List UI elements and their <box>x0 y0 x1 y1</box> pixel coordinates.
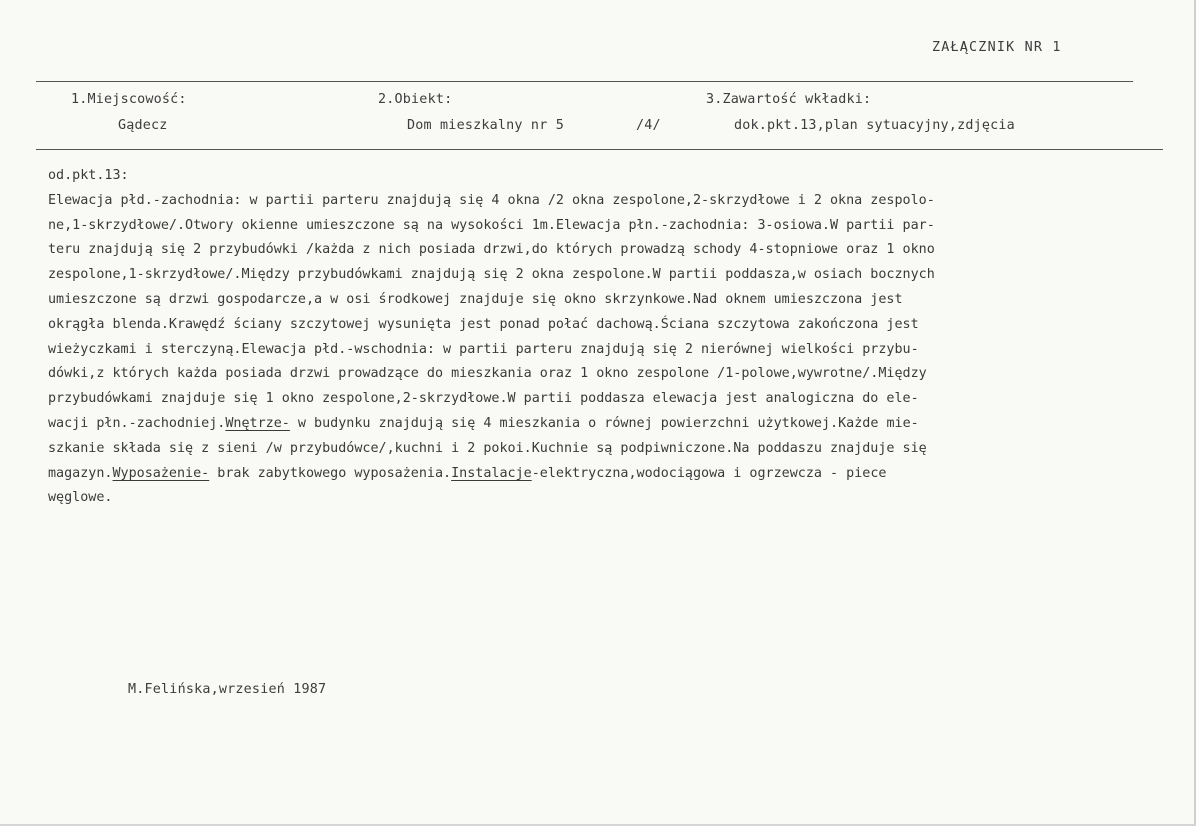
equipment-heading: Wyposażenie- <box>112 465 210 481</box>
text-line: teru znajdują się 2 przybudówki /każda z nich posiada drzwi,do których prowadzą schody 4-stopniowe oraz 1 okno <box>48 242 935 258</box>
top-rule <box>36 81 1133 82</box>
text-fragment: wacji płn.-zachodniej. <box>48 415 226 431</box>
signature: M.Felińska,wrzesień 1987 <box>128 682 327 697</box>
text-line: zespolone,1-skrzydłowe/.Między przybudówkami znajdują się 2 okna zespolone.W partii poddasza,w osiach bocznych <box>48 267 935 283</box>
text-line: wieżyczkami i sterczyną.Elewacja płd.-wschodnia: w partii parteru znajdują się 2 nierównej wielkości przybu- <box>48 341 919 357</box>
text-fragment: -elektryczna,wodociągowa i ogrzewcza - piece <box>531 465 887 481</box>
text-line: umieszczone są drzwi gospodarcze,a w osi środkowej znajduje się okno skrzynkowe.Nad oknem umieszczona jest <box>48 291 903 307</box>
interior-heading: Wnętrze- <box>225 415 290 431</box>
installations-heading: Instalacje <box>451 465 532 481</box>
section-reference: od.pkt.13: <box>48 168 129 183</box>
text-line: szkanie składa się z sieni /w przybudówce/,kuchni i 2 pokoi.Kuchnie są podpiwniczone.Na poddaszu znajduje się <box>48 440 927 456</box>
attachment-label: ZAŁĄCZNIK NR 1 <box>932 40 1062 55</box>
locality-label: 1.Miejscowość: <box>71 92 187 107</box>
text-line-equipment <box>48 462 1144 487</box>
description-text <box>48 164 1144 511</box>
text-line: Elewacja płd.-zachodnia: w partii parteru znajdują się 4 okna /2 okna zespolone,2-skrzydłowe i 2 okna zespolo- <box>48 192 935 208</box>
text-fragment: magazyn. <box>48 465 113 481</box>
locality-value: Gądecz <box>118 118 168 133</box>
text-line: węglowe. <box>48 490 113 506</box>
middle-rule <box>36 149 1163 150</box>
text-line: ne,1-skrzydłowe/.Otwory okienne umieszczone są na wysokości 1m.Elewacja płn.-zachodnia: 3-osiowa.W partii par- <box>48 217 935 233</box>
text-fragment: w budynku znajdują się 4 mieszkania o równej powierzchni użytkowej.Każde mie- <box>289 415 919 431</box>
object-number: /4/ <box>636 118 661 133</box>
contents-label: 3.Zawartość wkładki: <box>706 92 872 107</box>
object-value: Dom mieszkalny nr 5 <box>407 118 564 133</box>
contents-value: dok.pkt.13,plan sytuacyjny,zdjęcia <box>734 118 1015 133</box>
object-label: 2.Obiekt: <box>378 92 453 107</box>
text-fragment: brak zabytkowego wyposażenia. <box>209 465 452 481</box>
text-line: przybudówkami znajduje się 1 okno zespolone,2-skrzydłowe.W partii poddasza elewacja jest analogiczna do ele- <box>48 391 919 407</box>
text-line-interior <box>48 412 1144 437</box>
text-line: okrągła blenda.Krawędź ściany szczytowej wysunięta jest ponad połać dachową.Ściana szczytowa zakończona jest <box>48 316 919 332</box>
text-line: dówki,z których każda posiada drzwi prowadzące do mieszkania oraz 1 okno zespolone /1-polowe,wywrotne/.Między <box>48 366 927 382</box>
